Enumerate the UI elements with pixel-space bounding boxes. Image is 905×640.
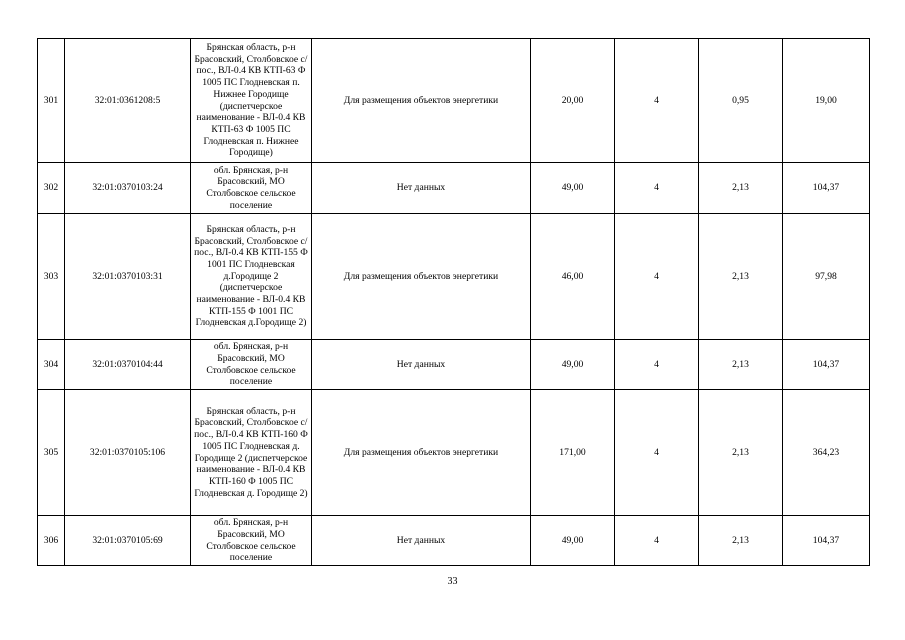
area: 171,00 (531, 390, 615, 516)
table-row (38, 163, 870, 214)
permitted-use: Для размещения объектов энергетики (312, 214, 531, 340)
area: 49,00 (531, 516, 615, 566)
amount: 104,37 (783, 163, 870, 214)
amount: 104,37 (783, 340, 870, 390)
count: 4 (615, 39, 699, 163)
table-row (38, 390, 870, 516)
count: 4 (615, 340, 699, 390)
cadastral-number: 32:01:0370105:69 (65, 516, 191, 566)
coefficient: 2,13 (699, 214, 783, 340)
cadastral-number: 32:01:0370103:31 (65, 214, 191, 340)
row-number: 303 (38, 214, 65, 340)
row-number: 304 (38, 340, 65, 390)
count: 4 (615, 516, 699, 566)
amount: 104,37 (783, 516, 870, 566)
cadastral-number: 32:01:0370103:24 (65, 163, 191, 214)
address: обл. Брянская, р-н Брасовский, МО Столбовское сельское поселение (191, 516, 312, 566)
address: Брянская область, р-н Брасовский, Столбовское с/пос., ВЛ-0.4 КВ КТП-160 Ф 1005 ПС Глодневская д. Городище 2 (диспетчерское наименование - ВЛ-0.4 КВ КТП-160 Ф 1005 ПС Глодневская д. Городище 2) (191, 390, 312, 516)
table-row (38, 516, 870, 566)
table-row (38, 39, 870, 163)
permitted-use: Нет данных (312, 340, 531, 390)
area: 20,00 (531, 39, 615, 163)
table-row (38, 340, 870, 390)
amount: 364,23 (783, 390, 870, 516)
coefficient: 2,13 (699, 516, 783, 566)
count: 4 (615, 163, 699, 214)
address: Брянская область, р-н Брасовский, Столбовское с/пос., ВЛ-0.4 КВ КТП-63 Ф 1005 ПС Глодневская п. Нижнее Городище (диспетчерское наименование - ВЛ-0.4 КВ КТП-63 Ф 1005 ПС Глодневская п. Нижнее Городище) (191, 39, 312, 163)
land-plots-table (37, 38, 870, 566)
count: 4 (615, 214, 699, 340)
row-number: 302 (38, 163, 65, 214)
count: 4 (615, 390, 699, 516)
row-number: 301 (38, 39, 65, 163)
coefficient: 0,95 (699, 39, 783, 163)
address: обл. Брянская, р-н Брасовский, МО Столбовское сельское поселение (191, 340, 312, 390)
amount: 19,00 (783, 39, 870, 163)
row-number: 306 (38, 516, 65, 566)
coefficient: 2,13 (699, 390, 783, 516)
permitted-use: Для размещения объектов энергетики (312, 390, 531, 516)
permitted-use: Нет данных (312, 163, 531, 214)
cadastral-number: 32:01:0361208:5 (65, 39, 191, 163)
area: 49,00 (531, 340, 615, 390)
area: 46,00 (531, 214, 615, 340)
page-number: 33 (447, 576, 458, 587)
table-row (38, 214, 870, 340)
address: Брянская область, р-н Брасовский, Столбовское с/пос., ВЛ-0.4 КВ КТП-155 Ф 1001 ПС Глодневская д.Городище 2 (диспетчерское наименование - ВЛ-0.4 КВ КТП-155 Ф 1001 ПС Глодневская д.Городище 2) (191, 214, 312, 340)
address: обл. Брянская, р-н Брасовский, МО Столбовское сельское поселение (191, 163, 312, 214)
coefficient: 2,13 (699, 163, 783, 214)
permitted-use: Для размещения объектов энергетики (312, 39, 531, 163)
coefficient: 2,13 (699, 340, 783, 390)
cadastral-number: 32:01:0370105:106 (65, 390, 191, 516)
area: 49,00 (531, 163, 615, 214)
amount: 97,98 (783, 214, 870, 340)
row-number: 305 (38, 390, 65, 516)
permitted-use: Нет данных (312, 516, 531, 566)
cadastral-number: 32:01:0370104:44 (65, 340, 191, 390)
